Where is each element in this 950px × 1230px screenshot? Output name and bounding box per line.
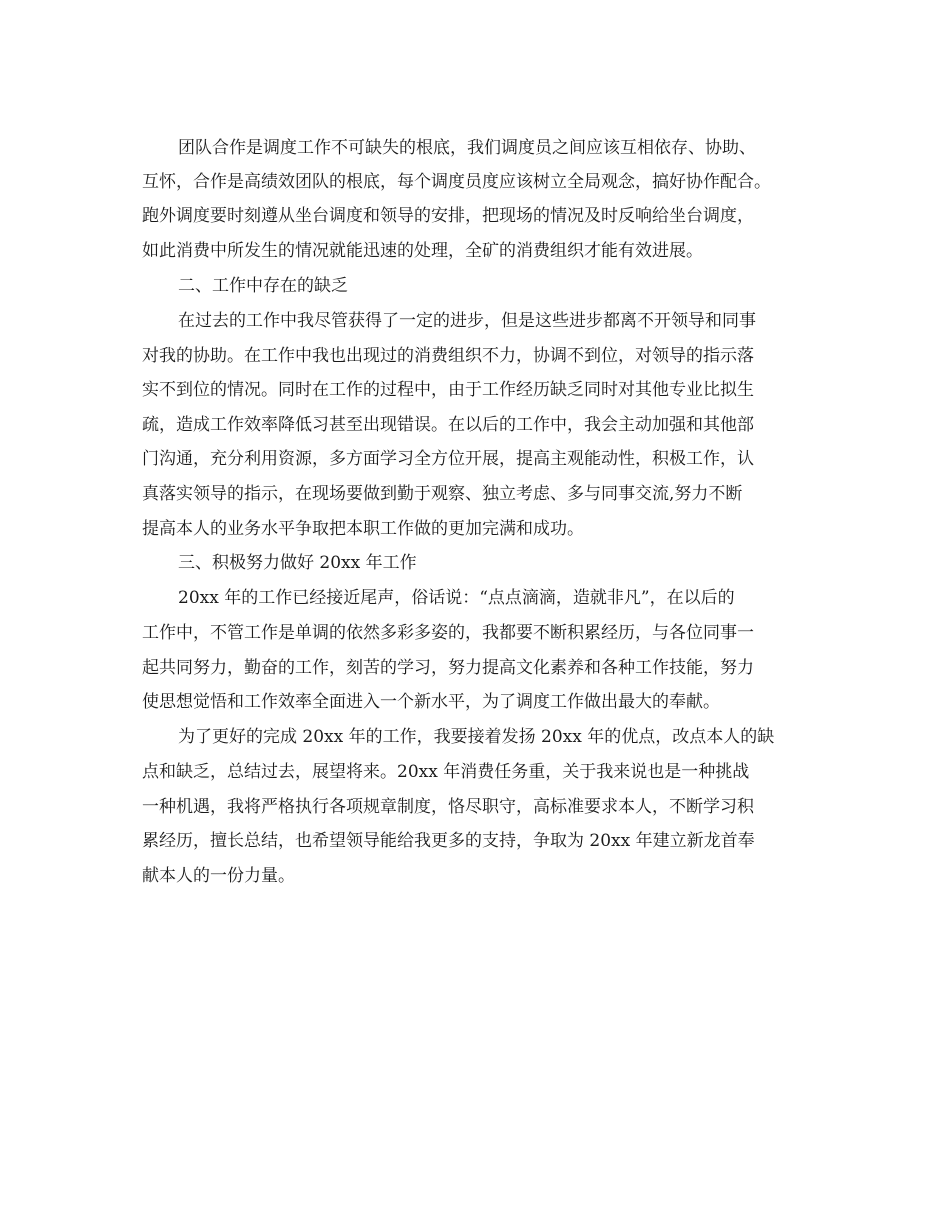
- text-line: 团队合作是调度工作不可缺失的根底，我们调度员之间应该互相依存、协助、: [178, 138, 756, 158]
- text-line: 真落实领导的指示，在现场要做到勤于观察、独立考虑、多与同事交流,努力不断: [142, 484, 743, 504]
- text-line: 一种机遇，我将严格执行各项规章制度，恪尽职守，高标准要求本人，不断学习积: [142, 797, 754, 817]
- text-line: 使思想觉悟和工作效率全面进入一个新水平，为了调度工作做出最大的奉献。: [142, 692, 720, 712]
- text-line: 点和缺乏，总结过去，展望将来。20xx 年消费任务重，关于我来说也是一种挑战: [142, 762, 750, 782]
- text-line: 累经历，擅长总结，也希望领导能给我更多的支持，争取为 20xx 年建立新龙首奉: [142, 831, 755, 851]
- text-line: 提高本人的业务水平争取把本职工作做的更加完满和成功。: [142, 519, 584, 539]
- text-line: 跑外调度要时刻遵从坐台调度和领导的安排，把现场的情况及时反响给坐台调度，: [142, 206, 754, 226]
- text-line: 实不到位的情况。同时在工作的过程中，由于工作经历缺乏同时对其他专业比拟生: [142, 380, 754, 400]
- section-heading: 二、工作中存在的缺乏: [178, 276, 348, 296]
- text-line: 献本人的一份力量。: [142, 866, 295, 886]
- text-line: 为了更好的完成 20xx 年的工作，我要接着发扬 20xx 年的优点，改点本人的缺: [178, 727, 775, 747]
- text-line: 互怀，合作是高绩效团队的根底，每个调度员度应该树立全局观念，搞好协作配合。: [142, 172, 771, 192]
- text-line: 在过去的工作中我尽管获得了一定的进步，但是这些进步都离不开领导和同事: [178, 311, 756, 331]
- section-heading: 三、积极努力做好 20xx 年工作: [178, 553, 417, 573]
- text-line: 起共同努力，勤奋的工作，刻苦的学习，努力提高文化素养和各种工作技能，努力: [142, 658, 754, 678]
- text-line: 工作中，不管工作是单调的依然多彩多姿的，我都要不断积累经历，与各位同事一: [142, 623, 754, 643]
- text-line: 疏，造成工作效率降低习甚至出现错误。在以后的工作中，我会主动加强和其他部: [142, 415, 754, 435]
- text-line: 如此消费中所发生的情况就能迅速的处理，全矿的消费组织才能有效进展。: [142, 241, 703, 261]
- text-line: 对我的协助。在工作中我也出现过的消费组织不力，协调不到位，对领导的指示落: [142, 346, 754, 366]
- text-line: 20xx 年的工作已经接近尾声，俗话说：“点点滴滴，造就非凡”，在以后的: [178, 588, 735, 608]
- text-line: 门沟通，充分利用资源，多方面学习全方位开展，提高主观能动性，积极工作，认: [142, 449, 754, 469]
